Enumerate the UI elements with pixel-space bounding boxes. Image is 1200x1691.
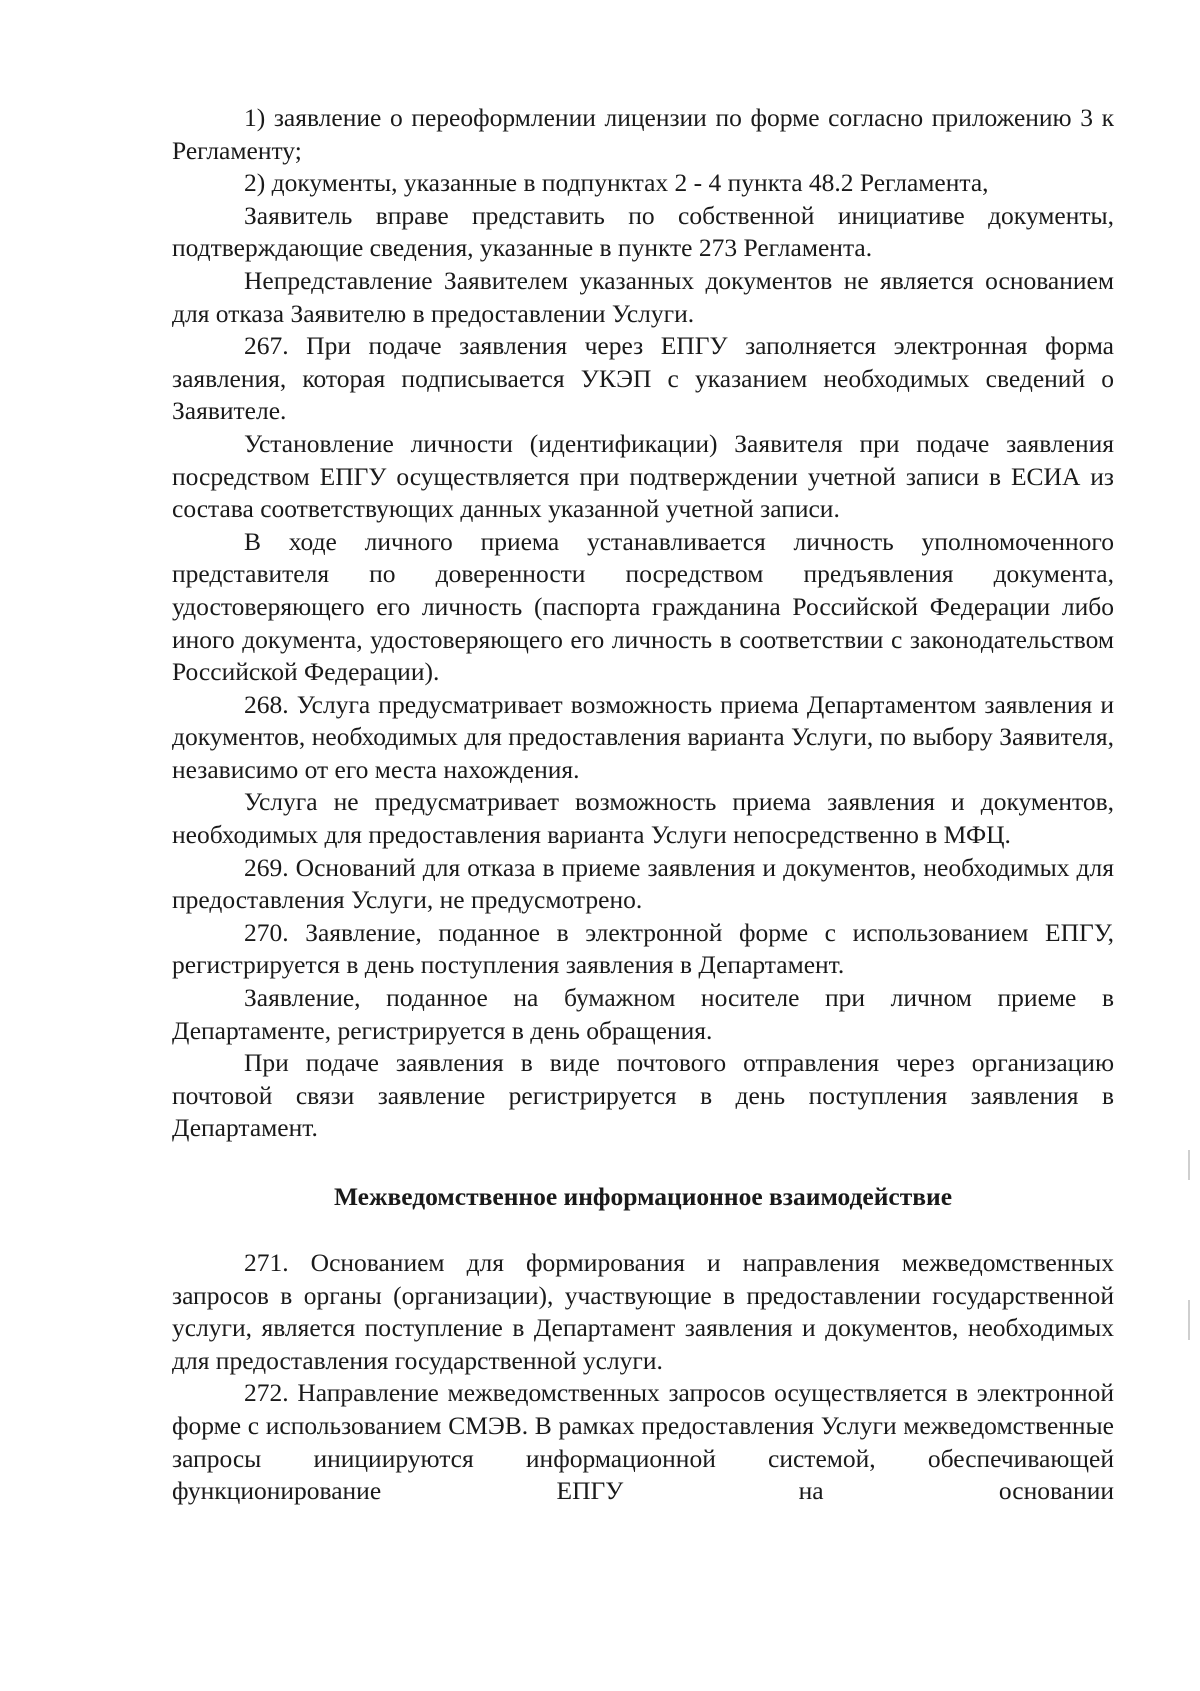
document-page [172, 102, 1114, 1508]
paragraph: 269. Оснований для отказа в приеме заявления и документов, необходимых для предоставления Услуги, не предусмотрено. [172, 852, 1114, 915]
paragraph: В ходе личного приема устанавливается личность уполномоченного представителя по доверенности посредством предъявления документа, удостоверяющего его личность (паспорта гражданина Российской Федерации либо иного документа, удостоверяющего его личность в соответствии с законодательством Российской Федерации). [172, 526, 1114, 687]
paragraph: 272. Направление межведомственных запросов осуществляется в электронной форме с использованием СМЭВ. В рамках предоставления Услуги межведомственные запросы инициируются информационной системой, обеспечивающей функционирование ЕПГУ на основании [172, 1378, 1114, 1506]
paragraph: 1) заявление о переоформлении лицензии по форме согласно приложению 3 к Регламенту; [172, 103, 1114, 165]
paragraph: Заявитель вправе представить по собственной инициативе документы, подтверждающие сведения, указанные в пункте 273 Регламента. [172, 200, 1114, 263]
paragraph: Услуга не предусматривает возможность приема заявления и документов, необходимых для предоставления варианта Услуги непосредственно в МФЦ. [172, 787, 1114, 850]
paragraph: 271. Основанием для формирования и направления межведомственных запросов в органы (организации), участвующие в предоставлении государственной услуги, является поступление в Департамент заявления и документов, необходимых для предоставления государственной услуги. [172, 1248, 1114, 1375]
paragraph: При подаче заявления в виде почтового отправления через организацию почтовой связи заявление регистрируется в день поступления заявления в Департамент. [172, 1048, 1114, 1143]
paragraph: 2) документы, указанные в подпунктах 2 - 4 пункта 48.2 Регламента, [244, 168, 989, 198]
paragraph: Заявление, поданное на бумажном носителе при личном приеме в Департаменте, регистрируется в день обращения. [172, 983, 1114, 1045]
scan-artifact [1188, 1150, 1190, 1180]
paragraph: Непредставление Заявителем указанных документов не является основанием для отказа Заявителю в предоставлении Услуги. [172, 265, 1114, 328]
paragraph: 270. Заявление, поданное в электронной форме с использованием ЕПГУ, регистрируется в день поступления заявления в Департамент. [172, 917, 1114, 980]
paragraph: 267. При подаче заявления через ЕПГУ заполняется электронная форма заявления, которая подписывается УКЭП с указанием необходимых сведений о Заявителе. [172, 331, 1114, 426]
paragraph: 268. Услуга предусматривает возможность приема Департаментом заявления и документов, необходимых для предоставления варианта Услуги, по выбору Заявителя, независимо от его места нахождения. [172, 689, 1114, 784]
section-heading: Межведомственное информационное взаимодействие [333, 1182, 953, 1211]
scan-artifact [1188, 1300, 1190, 1340]
paragraph: Установление личности (идентификации) Заявителя при подаче заявления посредством ЕПГУ осуществляется при подтверждении учетной записи в ЕСИА из состава соответствующих данных указанной учетной записи. [172, 428, 1114, 524]
